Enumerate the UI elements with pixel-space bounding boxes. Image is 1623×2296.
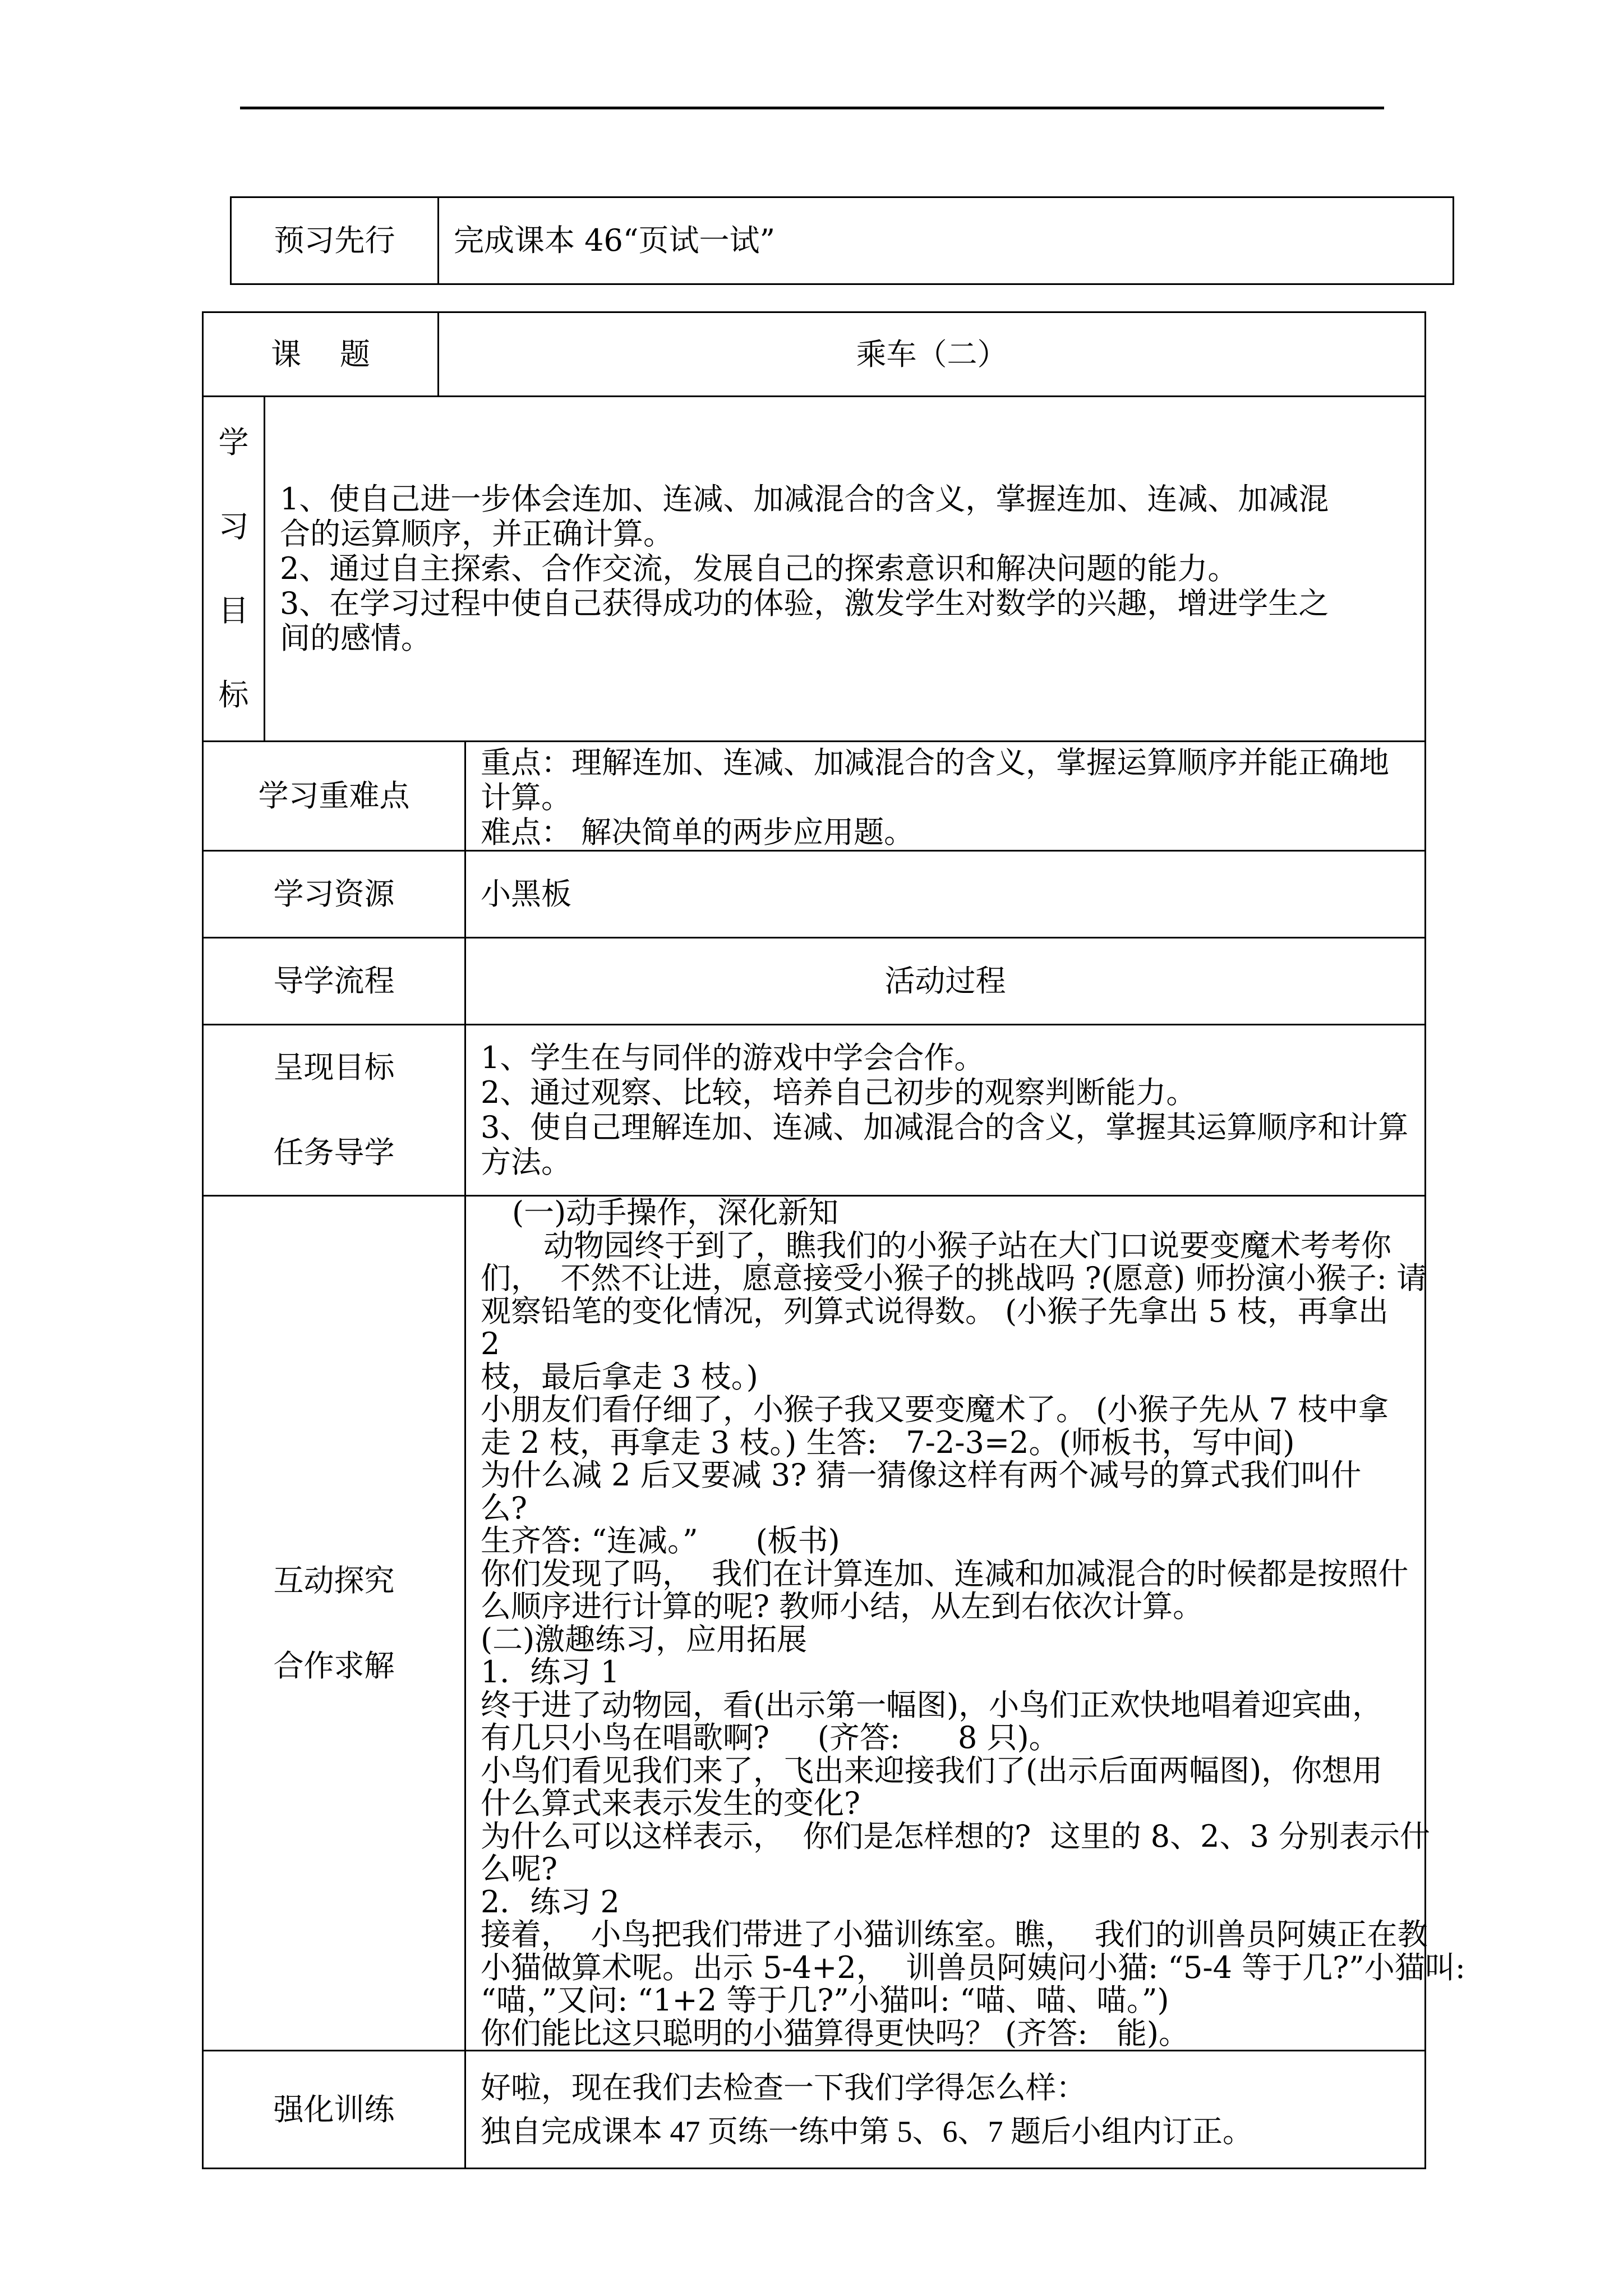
goals-label — [203, 1025, 465, 1196]
goals-label-gap — [204, 1085, 464, 1135]
explore-line: 有几只小鸟在唱歌啊? (齐答: 8 只)。 — [481, 1720, 1059, 1755]
explore-line: 小猫做算术呢。出示 5-4+2， 训兽员阿姨问小猫: “5-4 等于几?”小猫叫: — [481, 1949, 1465, 1985]
objectives-label-char: 学 — [218, 425, 249, 460]
explore-line: 么顺序进行计算的呢? 教师小结，从左到右依次计算。 — [481, 1589, 1204, 1624]
explore-line: “喵，”又问: “1+2 等于几?”小猫叫: “喵、喵、喵。”) — [481, 1982, 1169, 2018]
explore-line: 么? — [481, 1490, 527, 1526]
explore-content — [465, 1195, 1465, 2051]
objectives-label-char: 目 — [218, 593, 249, 628]
keypoints-label: 学习重难点 — [203, 742, 465, 851]
explore-label-gap — [204, 1598, 464, 1649]
explore-line: 1．练习 1 — [481, 1654, 620, 1690]
preview-content: 完成课本 46“页试一试” — [439, 197, 1454, 284]
explore-line: 枝，最后拿走 3 枝。) — [481, 1359, 758, 1395]
objective-line: 间的感情。 — [280, 620, 431, 656]
goal-line: 1、学生在与同伴的游戏中学会合作。 — [481, 1040, 985, 1075]
objective-line: 1、使自己进一步体会连加、连减、加减混合的含义，掌握连加、连减、加减混 — [280, 481, 1329, 517]
lesson-table — [202, 311, 1465, 2169]
flow-label: 导学流程 — [203, 938, 465, 1025]
objectives-label-char: 标 — [218, 677, 249, 712]
explore-line: 观察铅笔的变化情况，列算式说得数。 (小猴子先拿出 5 枝，再拿出 2 — [481, 1293, 1389, 1361]
objective-line: 2、通过自主探索、合作交流，发展自己的探索意识和解决问题的能力。 — [280, 551, 1238, 586]
explore-line: 生齐答: “连减。” (板书) — [481, 1523, 840, 1558]
keypoint-line: 重点：理解连加、连减、加减混合的含义，掌握运算顺序并能正确地 — [481, 745, 1390, 780]
explore-line: 为什么减 2 后又要减 3? 猜一猜像这样有两个减号的算式我们叫什 — [481, 1457, 1362, 1493]
explore-line: 接着， 小鸟把我们带进了小猫训练室。瞧， 我们的训兽员阿姨正在教 — [481, 1917, 1428, 1952]
explore-line: 们， 不然不让进，愿意接受小猴子的挑战吗 ?(愿意) 师扮演小猴子: 请 — [481, 1260, 1427, 1296]
explore-label-1: 互动探究 — [273, 1562, 395, 1598]
explore-line: 小朋友们看仔细了，小猴子我又要变魔术了。 (小猴子先从 7 枝中拿 — [481, 1392, 1389, 1427]
preview-table — [230, 196, 1454, 285]
explore-label — [203, 1196, 465, 2051]
explore-line: 么呢? — [481, 1851, 557, 1887]
explore-line: (二)激趣练习，应用拓展 — [481, 1621, 808, 1657]
header-rule — [240, 107, 1384, 109]
keypoint-line: 难点： 解决简单的两步应用题。 — [481, 815, 915, 850]
practice-line: 好啦，现在我们去检查一下我们学得怎么样： — [481, 2070, 1087, 2105]
explore-line: 2．练习 2 — [481, 1884, 620, 1920]
keypoints-content — [465, 742, 1426, 851]
objectives-label — [203, 397, 265, 742]
explore-line: 为什么可以这样表示， 你们是怎样想的? 这里的 8、2、3 分别表示什 — [481, 1818, 1431, 1854]
topic-label: 课 题 — [203, 312, 439, 397]
resources-value: 小黑板 — [465, 851, 1426, 938]
topic-value: 乘车（二） — [439, 312, 1426, 397]
explore-label-2: 合作求解 — [273, 1648, 395, 1683]
resources-label: 学习资源 — [203, 851, 465, 938]
preview-label: 预习先行 — [231, 197, 439, 284]
explore-line: 小鸟们看见我们来了，飞出来迎接我们了(出示后面两幅图)，你想用 — [481, 1752, 1383, 1788]
explore-line: 什么算式来表示发生的变化? — [481, 1786, 860, 1821]
goals-label-2: 任务导学 — [273, 1135, 395, 1170]
explore-line: 你们能比这只聪明的小猫算得更快吗？ (齐答: 能)。 — [481, 2015, 1189, 2051]
practice-content — [465, 2051, 1426, 2169]
goal-line: 2、通过观察、比较，培养自己初步的观察判断能力。 — [481, 1075, 1197, 1110]
explore-line: 动物园终于到了，瞧我们的小猴子站在大门口说要变魔术考考你 — [543, 1227, 1392, 1263]
objectives-label-char: 习 — [218, 509, 249, 544]
goal-line: 方法。 — [481, 1144, 572, 1180]
explore-line: 终于进了动物园，看(出示第一幅图)，小鸟们正欢快地唱着迎宾曲， — [481, 1687, 1383, 1723]
practice-line: 独自完成课本 47 页练一练中第 5、6、7 题后小组内订正。 — [481, 2114, 1253, 2148]
explore-line: (一)动手操作，深化新知 — [512, 1195, 839, 1230]
goals-label-1: 呈现目标 — [273, 1050, 395, 1085]
explore-line: 你们发现了吗， 我们在计算连加、连减和加减混合的时候都是按照什 — [481, 1556, 1409, 1591]
goal-line: 3、使自己理解连加、连减、加减混合的含义，掌握其运算顺序和计算 — [481, 1110, 1409, 1145]
objectives-content — [265, 397, 1426, 742]
objective-line: 合的运算顺序，并正确计算。 — [280, 516, 674, 551]
flow-value: 活动过程 — [465, 938, 1426, 1025]
keypoint-line: 计算。 — [481, 780, 572, 815]
objective-line: 3、在学习过程中使自己获得成功的体验，激发学生对数学的兴趣，增进学生之 — [280, 586, 1329, 621]
goals-content — [465, 1025, 1426, 1196]
practice-label: 强化训练 — [203, 2051, 465, 2169]
explore-line: 走 2 枝，再拿走 3 枝。) 生答: 7-2-3=2。(师板书，写中间) — [481, 1424, 1295, 1460]
